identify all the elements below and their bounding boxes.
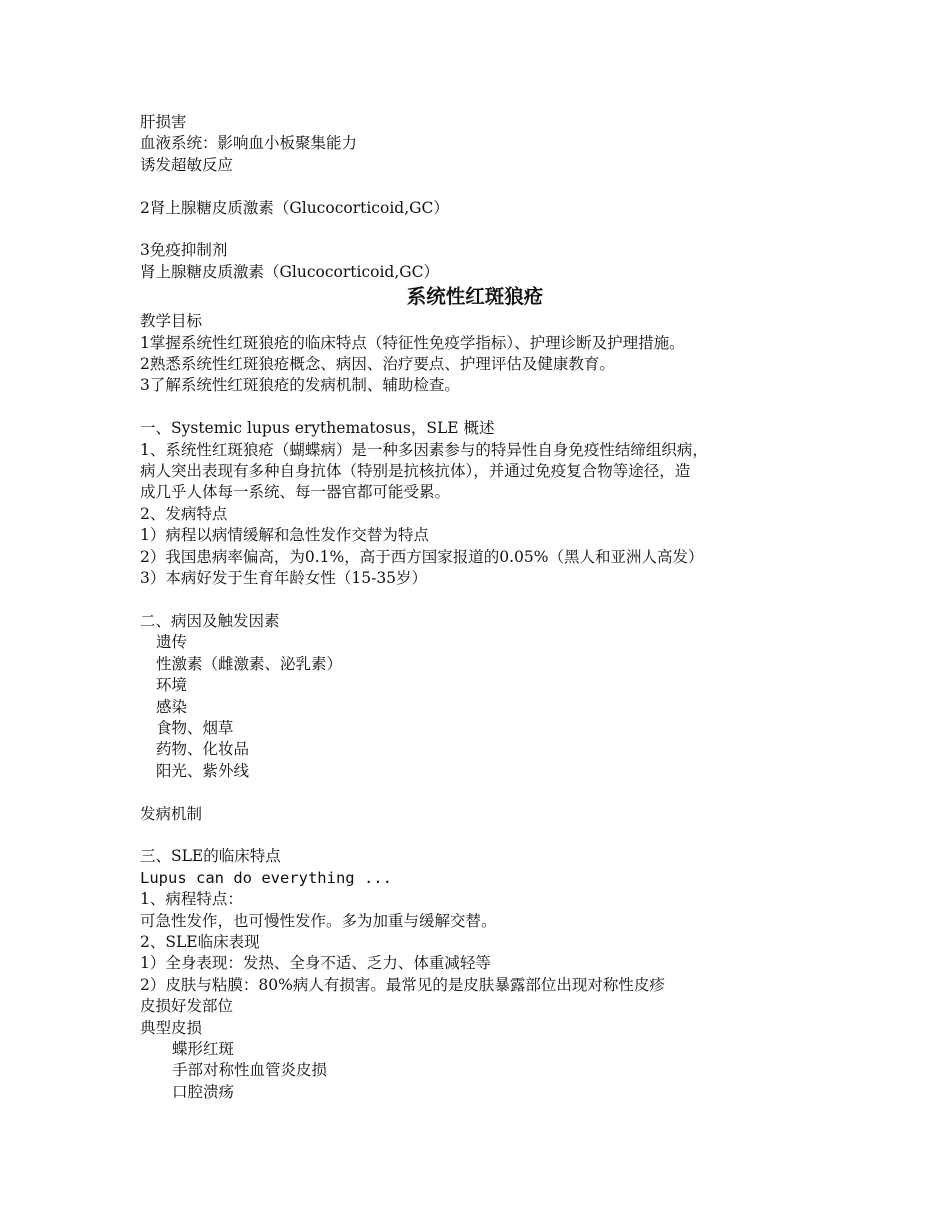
typical-item: 手部对称性血管炎皮损 xyxy=(172,1061,328,1080)
section-title: 系统性红斑狼疮 xyxy=(406,285,544,309)
blank-line xyxy=(140,782,820,803)
text-line: 2肾上腺糖皮质激素（Glucocorticoid,GC） xyxy=(140,198,449,217)
typical-heading: 典型皮损 xyxy=(140,1018,203,1037)
cause-item: 环境 xyxy=(156,676,188,695)
objective-item: 2熟悉系统性红斑狼疮概念、病因、治疗要点、护理评估及健康教育。 xyxy=(140,355,615,374)
text-line: 诱发超敏反应 xyxy=(140,155,234,174)
blank-line xyxy=(140,589,820,610)
feature-item: 1）病程以病情缓解和急性发作交替为特点 xyxy=(140,526,429,545)
blank-line xyxy=(140,825,820,846)
clinical-subtitle: Lupus can do everything ... xyxy=(140,868,392,887)
mechanism-heading: 发病机制 xyxy=(140,804,203,823)
course-text: 可急性发作，也可慢性发作。多为加重与缓解交替。 xyxy=(140,911,497,930)
causes-heading: 二、病因及触发因素 xyxy=(140,611,280,630)
text-line: 3免疫抑制剂 xyxy=(140,241,228,260)
overview-paragraph-line: 成几乎人体每一系统、每一器官都可能受累。 xyxy=(140,483,451,502)
objective-item: 1掌握系统性红斑狼疮的临床特点（特征性免疫学指标）、护理诊断及护理措施。 xyxy=(140,333,685,352)
cause-item: 遗传 xyxy=(156,633,188,652)
blank-line xyxy=(140,176,820,197)
feature-item: 3）本病好发于生育年龄女性（15-35岁） xyxy=(140,569,428,588)
cause-item: 性激素（雌激素、泌乳素） xyxy=(156,654,343,673)
skin-site-heading: 皮损好发部位 xyxy=(140,997,234,1016)
course-heading: 1、病程特点： xyxy=(140,890,243,909)
document-body xyxy=(140,112,820,1103)
objective-item: 3了解系统性红斑狼疮的发病机制、辅助检查。 xyxy=(140,376,460,395)
cause-item: 食物、烟草 xyxy=(156,718,234,737)
overview-paragraph-line: 1、系统性红斑狼疮（蝴蝶病）是一种多因素参与的特异性自身免疫性结缔组织病， xyxy=(140,440,708,459)
features-heading: 2、发病特点 xyxy=(140,504,228,523)
clinical-heading: 三、SLE的临床特点 xyxy=(140,847,281,866)
manifest-heading: 2、SLE临床表现 xyxy=(140,932,260,951)
blank-line xyxy=(140,219,820,240)
overview-paragraph-line: 病人突出表现有多种自身抗体（特别是抗核抗体），并通过免疫复合物等途径，造 xyxy=(140,462,691,481)
blank-line xyxy=(140,397,820,418)
cause-item: 阳光、紫外线 xyxy=(156,761,250,780)
manifest-item: 2）皮肤与粘膜：80%病人有损害。最常见的是皮肤暴露部位出现对称性皮疹 xyxy=(140,975,665,994)
overview-heading: 一、Systemic lupus erythematosus，SLE 概述 xyxy=(140,419,495,438)
cause-item: 感染 xyxy=(156,697,188,716)
cause-item: 药物、化妆品 xyxy=(156,740,250,759)
objectives-heading: 教学目标 xyxy=(140,312,203,331)
typical-item: 口腔溃疡 xyxy=(172,1082,235,1101)
text-line: 肾上腺糖皮质激素（Glucocorticoid,GC） xyxy=(140,262,440,281)
text-line: 血液系统：影响血小板聚集能力 xyxy=(140,134,358,153)
typical-item: 蝶形红斑 xyxy=(172,1039,235,1058)
manifest-item: 1）全身表现：发热、全身不适、乏力、体重减轻等 xyxy=(140,954,491,973)
feature-item: 2）我国患病率偏高，为0.1%，高于西方国家报道的0.05%（黑人和亚洲人高发） xyxy=(140,547,704,566)
text-line: 肝损害 xyxy=(140,113,187,131)
